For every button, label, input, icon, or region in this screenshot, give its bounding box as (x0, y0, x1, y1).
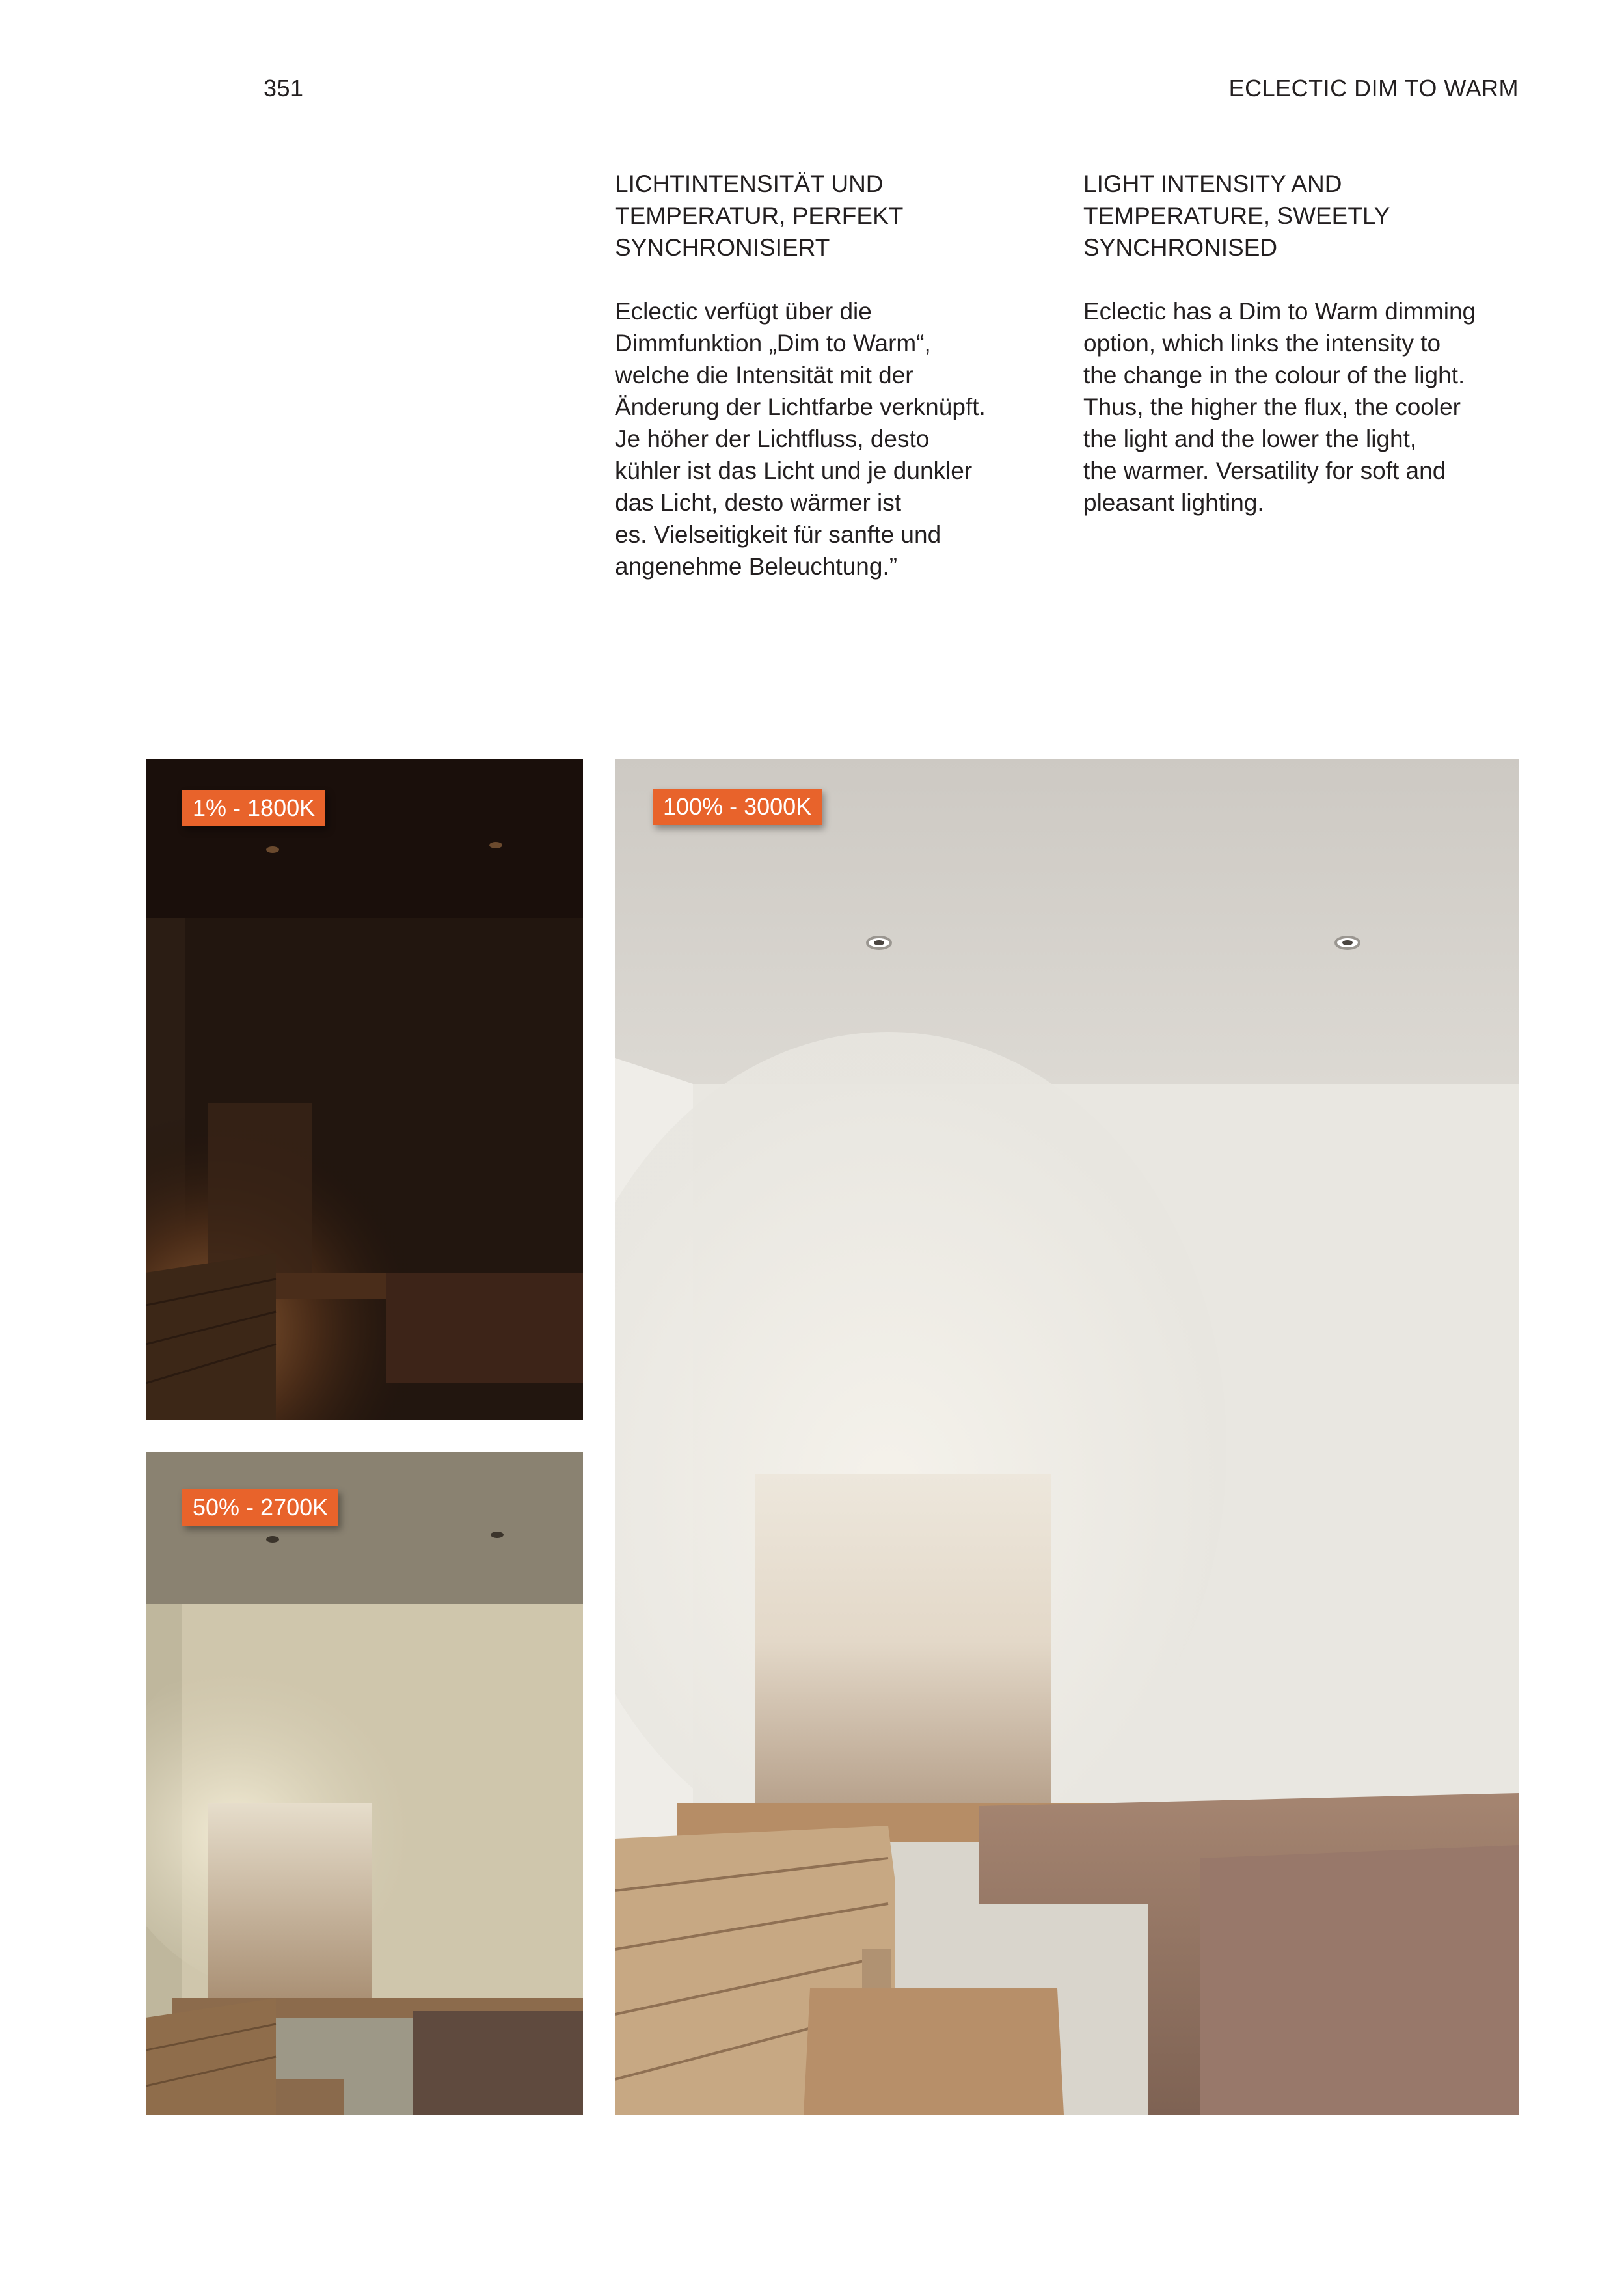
dim-level-badge: 50% - 2700K (182, 1489, 338, 1526)
section-title: ECLECTIC DIM TO WARM (1228, 75, 1519, 101)
german-text-column (615, 168, 1064, 582)
english-text-column (1083, 168, 1532, 519)
english-heading: LIGHT INTENSITY AND TEMPERATURE, SWEETLY SYNCHRONISED (1083, 170, 1390, 261)
german-body: Eclectic verfügt über die Dimmfunktion „Dim to Warm“, welche die Intensität mit der Änderung der Lichtfarbe verknüpft. Je höher der Lichtfluss, desto kühler ist das Licht und je dunkler das Licht, desto wärmer ist es. Vielseitigkeit für sanfte und angenehme Beleuchtung.” (615, 298, 986, 580)
dim-level-badge: 100% - 3000K (653, 789, 822, 825)
page-number: 351 (264, 75, 304, 101)
room-scene-medium-image (146, 1452, 583, 2115)
room-scene-bright-image (615, 759, 1519, 2115)
photo-dim-100-percent (615, 759, 1519, 2115)
english-body: Eclectic has a Dim to Warm dimming option, which links the intensity to the change in the colour of the light. Thus, the higher the flux, the cooler the light and the lower the light, the warmer. Versatility for soft and pleasant lighting. (1083, 298, 1476, 516)
german-heading: LICHTINTENSITÄT UND TEMPERATUR, PERFEKT SYNCHRONISIERT (615, 170, 904, 261)
photo-dim-1-percent (146, 759, 583, 1420)
room-scene-dark-image (146, 759, 583, 1420)
dim-level-badge: 1% - 1800K (182, 790, 325, 826)
photo-dim-50-percent (146, 1452, 583, 2115)
